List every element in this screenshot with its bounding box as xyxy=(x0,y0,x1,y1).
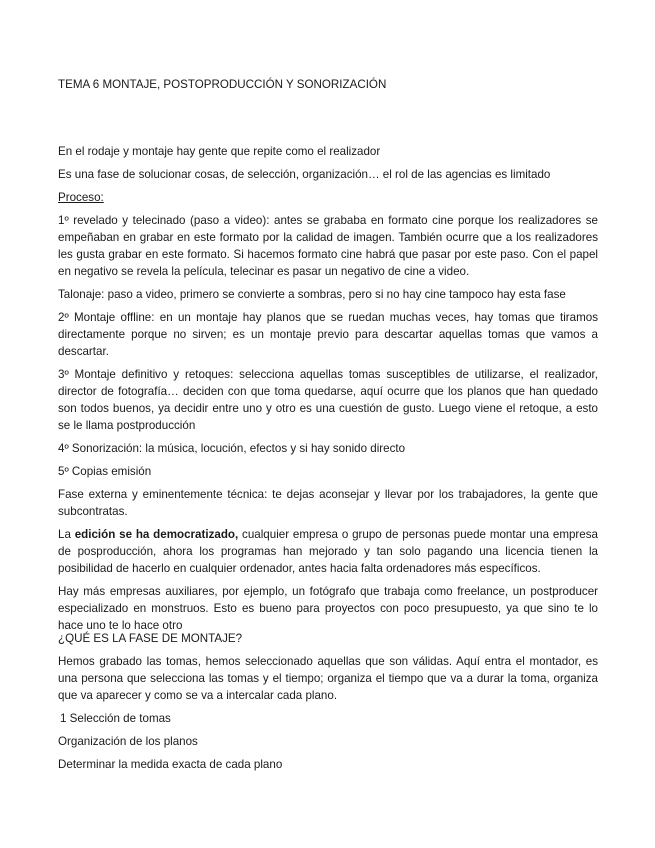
document-title: TEMA 6 MONTAJE, POSTOPRODUCCIÓN Y SONORIZACIÓN xyxy=(58,78,387,91)
paragraph: Es una fase de solucionar cosas, de selección, organización… el rol de las agencias es limitado xyxy=(58,168,551,181)
bold-text: edición se ha democratizado, xyxy=(74,528,239,541)
paragraph: En el rodaje y montaje hay gente que repite como el realizador xyxy=(58,145,381,158)
text-run: cualquier empresa o grupo de personas puede montar una empresa de posproducción, ahora los programas han mejorado y tan solo pagando una licencia tienen la posibilidad de hacerlo en cualquier ordenador, antes hacia falta ordenadores más específicos. xyxy=(58,528,598,575)
paragraph: Talonaje: paso a video, primero se convierte a sombras, pero si no hay cine tampoco hay esta fase xyxy=(58,288,566,301)
paragraph: 4º Sonorización: la música, locución, efectos y si hay sonido directo xyxy=(58,442,406,455)
paragraph: 5º Copias emisión xyxy=(58,465,152,478)
section-process xyxy=(58,143,598,640)
subheading-proceso: Proceso: xyxy=(58,191,104,204)
section-heading: ¿QUÉ ES LA FASE DE MONTAJE? xyxy=(58,632,243,645)
text-run: La xyxy=(58,528,75,541)
paragraph: 2º Montaje offline: en un montaje hay planos que se ruedan muchas veces, hay tomas que tiramos directamente porque no sirven; es un montaje previo para descartar aquellas tomas que vamos a descartar. xyxy=(58,311,598,358)
section-montaje xyxy=(58,630,598,779)
paragraph: Hay más empresas auxiliares, por ejemplo, un fotógrafo que trabaja como freelance, un postproducer especializado en monstruos. Esto es bueno para proyectos con poco presupuesto, ya que sino te lo hace uno te lo hace otro xyxy=(58,585,598,632)
paragraph: Fase externa y eminentemente técnica: te dejas aconsejar y llevar por los trabajadores, la gente que subcontratas. xyxy=(58,488,598,518)
paragraph-democratizado xyxy=(58,526,598,577)
paragraph: Hemos grabado las tomas, hemos seleccionado aquellas que son válidas. Aquí entra el montador, es una persona que selecciona las tomas y el tiempo; organiza el tiempo que va a durar la toma, organiza que va aparecer y como se va a intercalar cada plano. xyxy=(58,655,598,702)
paragraph: 3º Montaje definitivo y retoques: selecciona aquellas tomas susceptibles de utilizarse, el realizador, director de fotografía… deciden con que toma quedarse, aquí ocurre que los planos que han quedado son todos buenos, ya decidir entre uno y otro es una cuestión de gusto. Luego viene el retoque, a esto se le llama postproducción xyxy=(58,368,598,432)
list-item: 1 Selección de tomas xyxy=(60,712,171,725)
paragraph: 1º revelado y telecinado (paso a video): antes se grababa en formato cine porque los realizadores se empeñaban en grabar en este formato por la calidad de imagen. También ocurre que a los realizadores les gusta grabar en este formato. Si hacemos formato cine habrá que pasar por este paso. Con el papel en negativo se revela la película, telecinar es pasar un negativo de cine a video. xyxy=(58,214,598,278)
list-item: Organización de los planos xyxy=(58,735,198,748)
list-item: Determinar la medida exacta de cada plano xyxy=(58,758,283,771)
